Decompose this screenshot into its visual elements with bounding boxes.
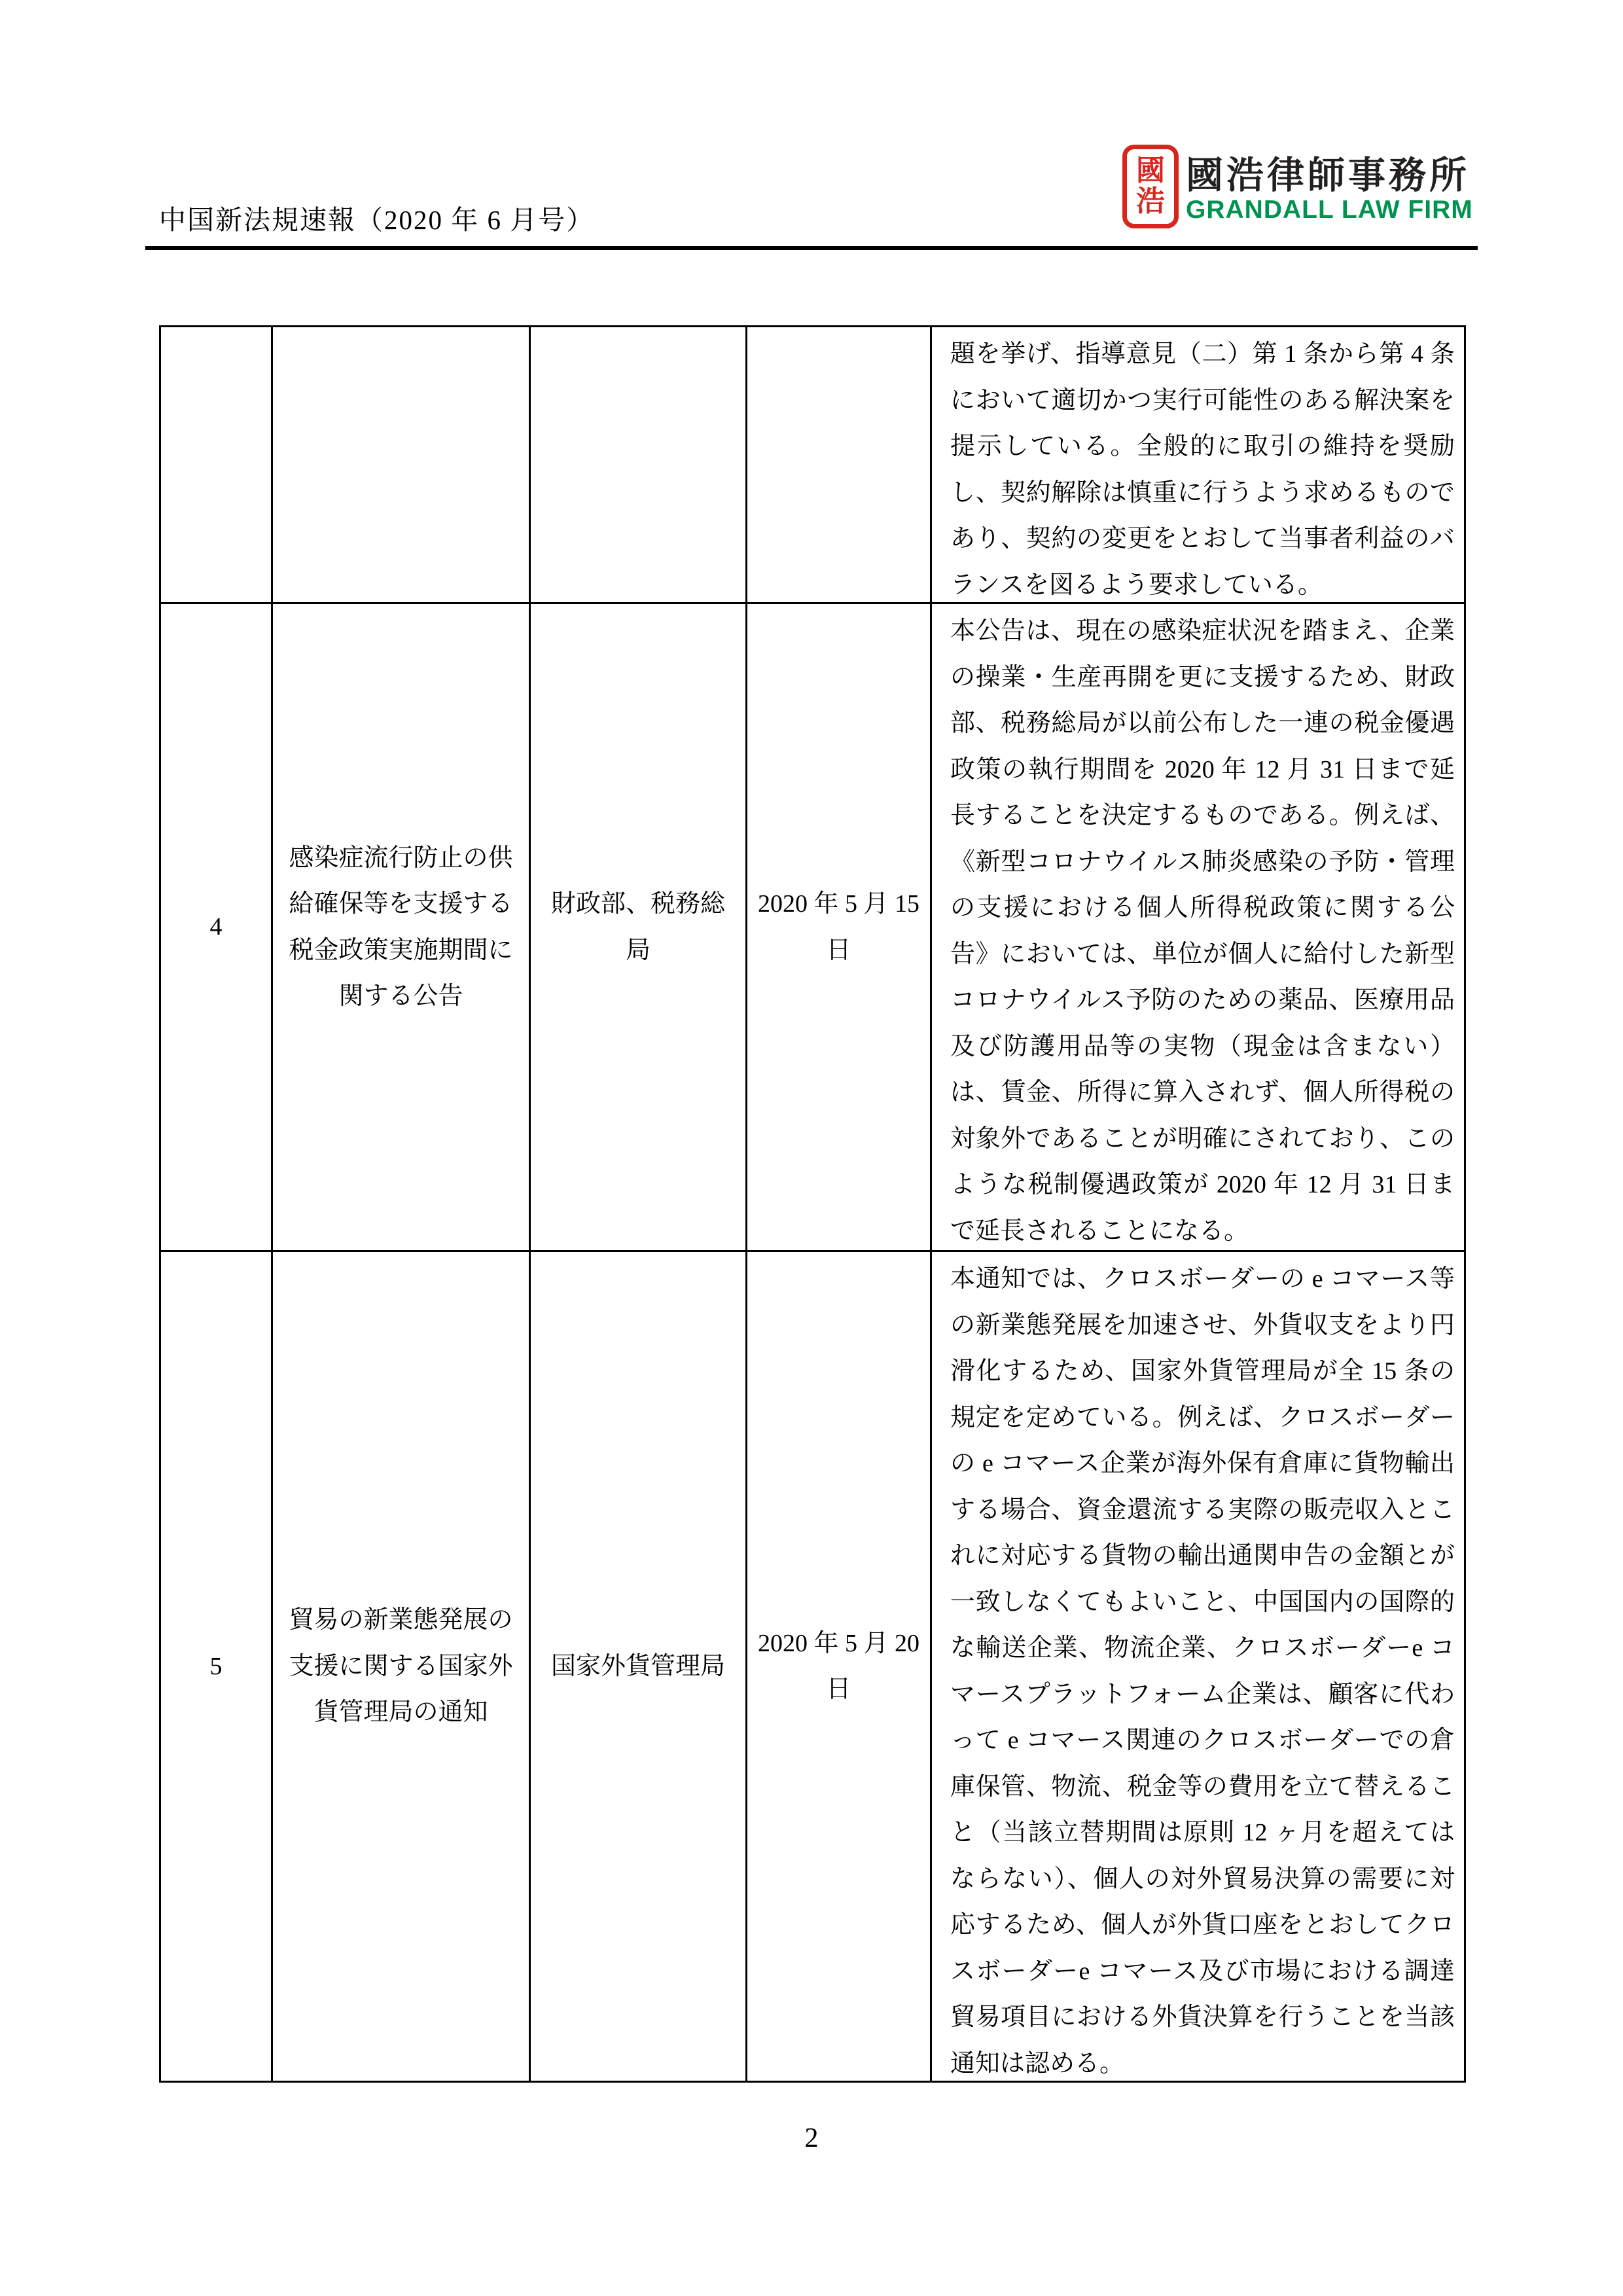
seal-char-bottom: 浩 <box>1136 185 1165 217</box>
cell-agency <box>531 327 747 604</box>
page-number: 2 <box>804 2123 819 2153</box>
newsletter-title: 中国新法規速報（2020 年 6 月号） <box>159 205 595 235</box>
cell-no <box>161 327 273 604</box>
cell-title <box>273 327 531 604</box>
grandall-seal-icon <box>1122 145 1179 228</box>
cell-description: 題を挙げ、指導意見（二）第 1 条から第 4 条において適切かつ実行可能性のある解決案を提示している。全般的に取引の維持を奨励し、契約解除は慎重に行うよう求めるものであり、契約の変更をとおして当事者利益のバランスを図るよう要求している。 <box>932 327 1464 604</box>
firm-name-en: GRANDALL LAW FIRM <box>1186 196 1473 224</box>
firm-name-cjk: 國浩律師事務所 <box>1186 154 1470 196</box>
seal-char-top: 國 <box>1136 154 1165 187</box>
cell-title: 感染症流行防止の供給確保等を支援する税金政策実施期間に関する公告 <box>273 604 531 1252</box>
cell-date: 2020 年 5 月 20 日 <box>747 1252 932 2081</box>
cell-description: 本通知では、クロスボーダーの e コマース等の新業態発展を加速させ、外貨収支をより円滑化するため、国家外貨管理局が全 15 条の規定を定めている。例えば、クロスボーダーの e コマース企業が海外保有倉庫に貨物輸出する場合、資金還流する実際の販売収入とこれに対応する貨物の輸出通関申告の金額とが一致しなくてもよいこと、中国国内の国際的な輸送企業、物流企業、クロスボーダーe コマースプラットフォーム企業は、顧客に代わって e コマース関連のクロスボーダーでの倉庫保管、物流、税金等の費用を立て替えること（当該立替期間は原則 12 ヶ月を超えてはならない）、個人の対外貿易決算の需要に対応するため、個人が外貨口座をとおしてクロスボーダーe コマース及び市場における調達貿易項目における外貨決算を行うことを当該通知は認める。 <box>950 1265 1455 2077</box>
cell-no: 4 <box>161 604 273 1252</box>
cell-date <box>747 327 932 604</box>
regulations-table <box>159 325 1466 2083</box>
cell-no: 5 <box>161 1252 273 2081</box>
cell-description: 本公告は、現在の感染症状況を踏まえ、企業の操業・生産再開を更に支援するため、財政部、税務総局が以前公布した一連の税金優遇政策の執行期間を 2020 年 12 月 31 日まで延長することを決定するものである。例えば、《新型コロナウイルス肺炎感染の予防・管理の支援における個人所得税政策に関する公告》においては、単位が個人に給付した新型コロナウイルス予防のための薬品、医療用品及び防護用品等の実物（現金は含まない）は、賃金、所得に算入されず、個人所得税の対象外であることが明確にされており、このような税制優遇政策が 2020 年 12 月 31 日まで延長されることになる。 <box>932 604 1464 1252</box>
cell-agency: 財政部、税務総局 <box>531 604 747 1252</box>
header-divider <box>145 246 1478 250</box>
cell-agency: 国家外貨管理局 <box>531 1252 747 2081</box>
cell-title: 貿易の新業態発展の支援に関する国家外貨管理局の通知 <box>273 1252 531 2081</box>
cell-date: 2020 年 5 月 15 日 <box>747 604 932 1252</box>
